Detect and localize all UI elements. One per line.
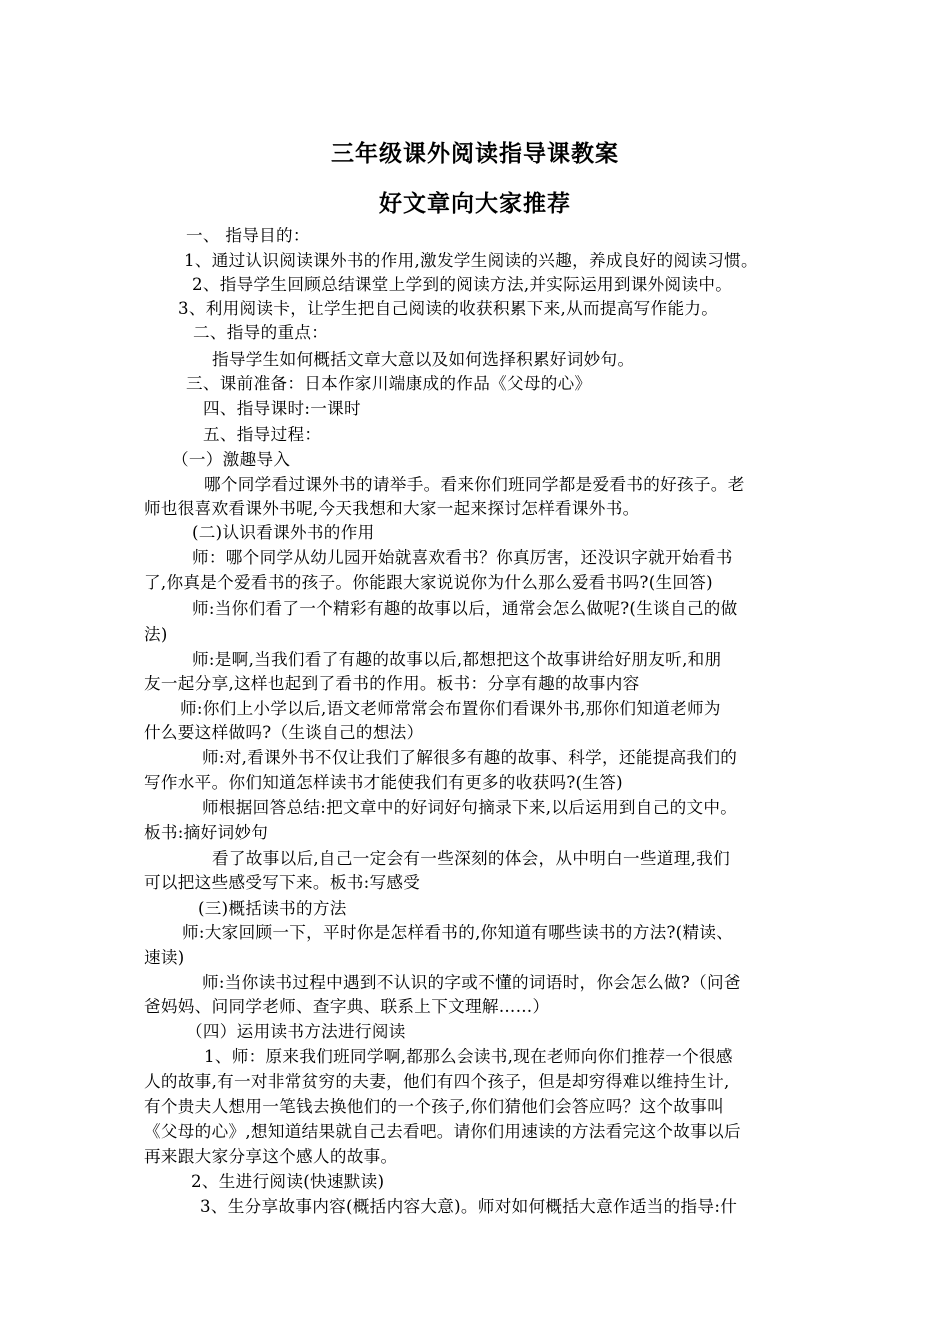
paragraph-line: 师:你们上小学以后,语文老师常常会布置你们看课外书,那你们知道老师为: [180, 699, 721, 718]
paragraph-line: 师:当你们看了一个精彩有趣的故事以后，通常会怎么做呢?(生谈自己的做: [192, 599, 738, 618]
paragraph-line: 可以把这些感受写下来。板书:写感受: [144, 873, 421, 892]
paragraph-line: 爸妈妈、问同学老师、查字典、联系上下文理解……）: [144, 997, 550, 1016]
section-heading-duration: 四、指导课时:一课时: [203, 399, 361, 418]
paragraph-line: 再来跟大家分享这个感人的故事。: [144, 1147, 398, 1166]
objective-item: 1、通过认识阅读课外书的作用,激发学生阅读的兴趣，养成良好的阅读习惯。: [184, 251, 758, 270]
paragraph-line: 2、生进行阅读(快速默读): [191, 1172, 385, 1191]
paragraph-line: 有个贵夫人想用一笔钱去换他们的一个孩子,你们猜他们会答应吗？这个故事叫: [144, 1097, 724, 1116]
paragraph-line: 板书:摘好词妙句: [144, 823, 269, 842]
document-subtitle: 好文章向大家推荐: [379, 191, 571, 217]
paragraph-line: 什么要这样做吗?（生谈自己的想法）: [144, 723, 424, 742]
section-heading-focus: 二、指导的重点：: [193, 323, 329, 342]
paragraph-line: 师:大家回顾一下，平时你是怎样看书的,你知道有哪些读书的方法?(精读、: [182, 923, 734, 942]
paragraph-line: 3、生分享故事内容(概括内容大意)。师对如何概括大意作适当的指导:什: [200, 1197, 738, 1216]
paragraph-line: 师也很喜欢看课外书呢,今天我想和大家一起来探讨怎样看课外书。: [144, 499, 640, 518]
section-heading-preparation: 三、课前准备：日本作家川端康成的作品《父母的心》: [186, 374, 592, 393]
section-heading-objectives: 一、 指导目的：: [186, 226, 310, 245]
paragraph-line: 师根据回答总结:把文章中的好词好句摘录下来,以后运用到自己的文中。: [202, 798, 738, 817]
paragraph-line: 人的故事,有一对非常贫穷的夫妻，他们有四个孩子，但是却穷得难以维持生计,: [144, 1072, 730, 1091]
paragraph-line: 师：哪个同学从幼儿园开始就喜欢看书？你真厉害，还没识字就开始看书: [192, 548, 733, 567]
paragraph-line: 师:是啊,当我们看了有趣的故事以后,都想把这个故事讲给好朋友听,和朋: [192, 650, 722, 669]
subsection-heading: （四）运用读书方法进行阅读: [186, 1022, 406, 1041]
subsection-heading: (三)概括读书的方法: [198, 899, 347, 918]
paragraph-line: 《父母的心》,想知道结果就自己去看吧。请你们用速读的方法看完这个故事以后: [144, 1122, 741, 1141]
paragraph-line: 法): [144, 625, 168, 644]
objective-item: 2、指导学生回顾总结课堂上学到的阅读方法,并实际运用到课外阅读中。: [192, 275, 733, 294]
section-heading-process: 五、指导过程：: [203, 425, 322, 444]
paragraph-line: 1、师：原来我们班同学啊,都那么会读书,现在老师向你们推荐一个很感: [204, 1047, 733, 1066]
paragraph-line: 师:当你读书过程中遇到不认识的字或不懂的词语时，你会怎么做?（问爸: [202, 973, 741, 992]
paragraph-line: 看了故事以后,自己一定会有一些深刻的体会，从中明白一些道理,我们: [212, 849, 730, 868]
subsection-heading: (二)认识看课外书的作用: [192, 523, 375, 542]
paragraph-line: 写作水平。你们知道怎样读书才能使我们有更多的收获吗?(生答): [144, 773, 623, 792]
objective-item: 3、利用阅读卡，让学生把自己阅读的收获积累下来,从而提高写作能力。: [178, 299, 719, 318]
document-title: 三年级课外阅读指导课教案: [331, 141, 619, 167]
paragraph-line: 哪个同学看过课外书的请举手。看来你们班同学都是爱看书的好孩子。老: [204, 475, 745, 494]
paragraph-line: 友一起分享,这样也起到了看书的作用。板书：分享有趣的故事内容: [144, 674, 640, 693]
paragraph-line: 速读): [144, 948, 185, 967]
subsection-heading: （一）激趣导入: [172, 450, 291, 469]
paragraph-line: 指导学生如何概括文章大意以及如何选择积累好词妙句。: [212, 350, 635, 369]
paragraph-line: 了,你真是个爱看书的孩子。你能跟大家说说你为什么那么爱看书吗?(生回答): [144, 573, 713, 592]
paragraph-line: 师:对,看课外书不仅让我们了解很多有趣的故事、科学，还能提高我们的: [202, 748, 738, 767]
